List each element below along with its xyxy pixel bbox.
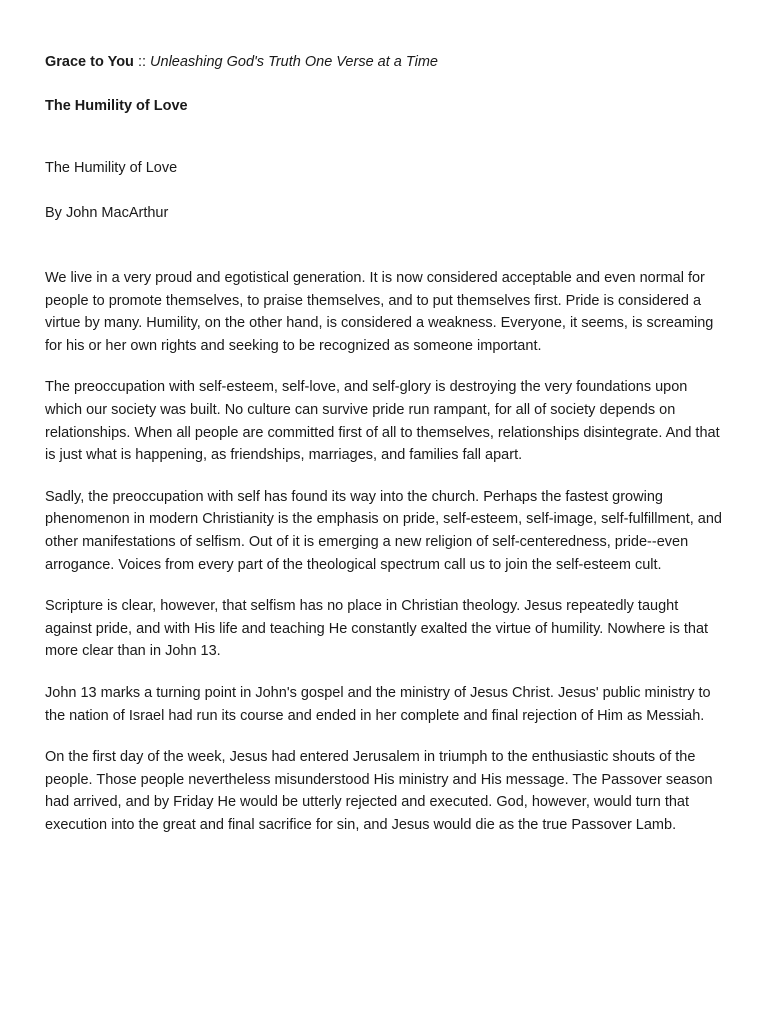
site-name: Grace to You (45, 54, 134, 70)
paragraph: We live in a very proud and egotistical generation. It is now considered acceptable and even normal for people to promote themselves, to praise themselves, and to put themselves first. Pride is considered a virtue by many. Humility, on the other hand, is considered a weakness. Everyone, it seems, is screaming for his or her own rights and seeking to be recognized as someone important. (45, 270, 714, 354)
document-page (45, 52, 725, 855)
site-header (45, 52, 725, 72)
header-separator: :: (137, 54, 146, 70)
article-body (45, 267, 725, 836)
document-title: The Humility of Love (45, 98, 188, 114)
paragraph: On the first day of the week, Jesus had entered Jerusalem in triumph to the enthusiastic shouts of the people. Those people nevertheless misunderstood His ministry and His message. The Passover season had arrived, and by Friday He would be utterly rejected and executed. God, however, would turn that execution into the great and final sacrifice for sin, and Jesus would die as the true Passover Lamb. (45, 749, 713, 833)
paragraph: Sadly, the preoccupation with self has found its way into the church. Perhaps the fastest growing phenomenon in modern Christianity is the emphasis on pride, self-esteem, self-image, self-fulfillment, and other manifestations of selfism. Out of it is emerging a new religion of self-centeredness, pride--even arrogance. Voices from every part of the theological spectrum call us to join the self-esteem cult. (45, 488, 722, 573)
author-byline: By John MacArthur (45, 205, 169, 221)
site-tagline: Unleashing God's Truth One Verse at a Time (150, 54, 438, 70)
paragraph: Scripture is clear, however, that selfism has no place in Christian theology. Jesus repeatedly taught against pride, and with His life and teaching He constantly exalted the virtue of humility. Nowhere is that more clear than in John 13. (45, 598, 709, 660)
paragraph: The preoccupation with self-esteem, self-love, and self-glory is destroying the very foundations upon which our society was built. No culture can survive pride run rampant, for all of society depends on relationships. When all people are committed first of all to themselves, relationships disintegrate. And that is just what is happening, as friendships, marriages, and families fall apart. (45, 379, 720, 464)
paragraph: John 13 marks a turning point in John's gospel and the ministry of Jesus Christ. Jesus' public ministry to the nation of Israel had run its course and ended in her complete and final rejection of Him as Messiah. (45, 684, 711, 724)
article-title: The Humility of Love (45, 160, 178, 176)
